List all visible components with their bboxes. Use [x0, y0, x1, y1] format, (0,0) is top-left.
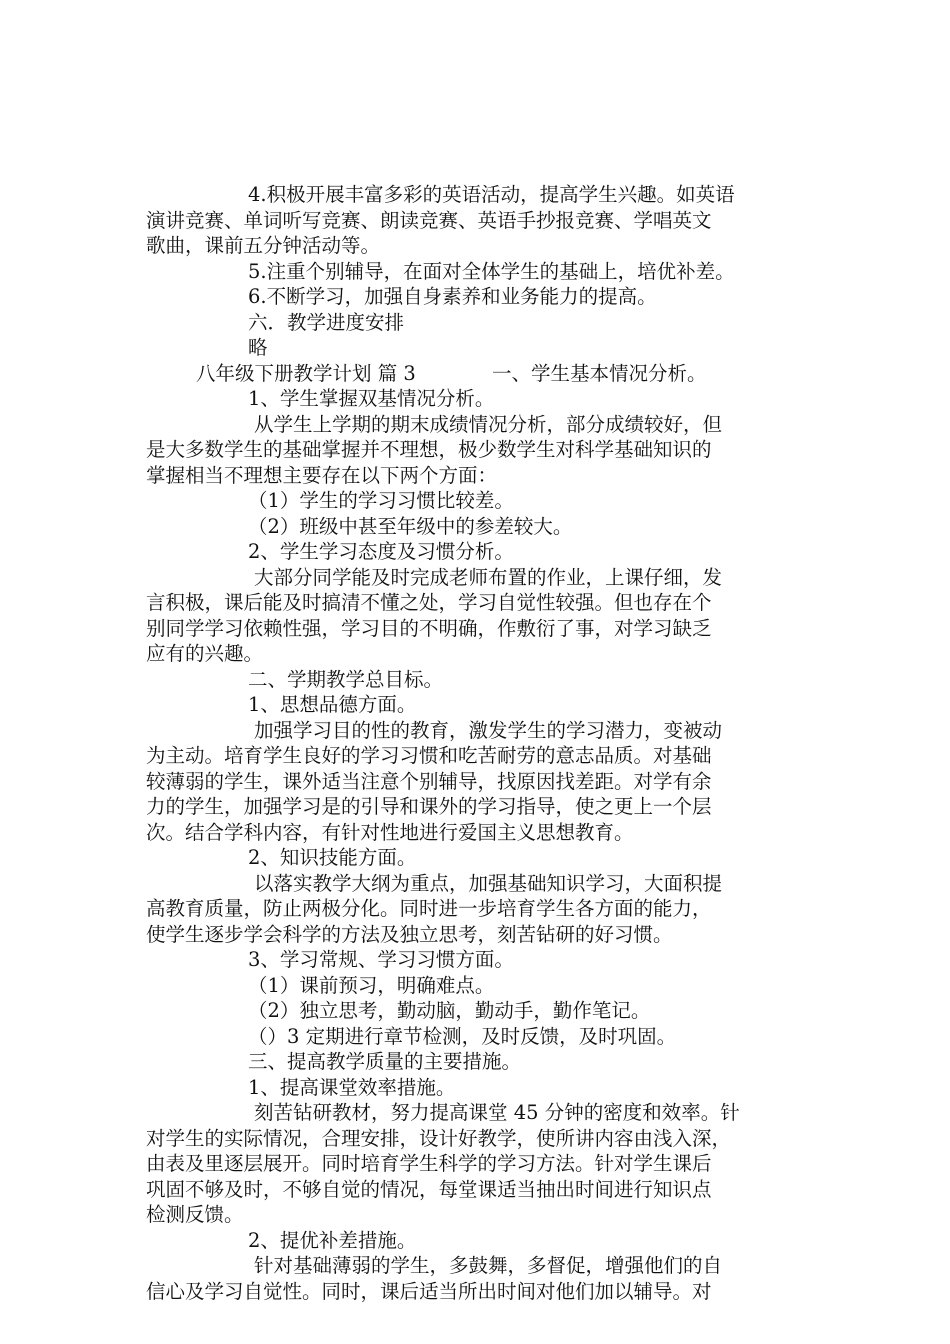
article-title-line — [146, 361, 810, 387]
text-line: 高教育质量，防止两极分化。同时进一步培育学生各方面的能力， — [146, 897, 712, 920]
text-line: 刻苦钻研教材，努力提高课堂 45 分钟的密度和效率。针 — [254, 1101, 740, 1124]
document-page — [146, 182, 810, 1304]
subsection-heading: 2、知识技能方面。 — [248, 846, 417, 869]
text-line: 大部分同学能及时完成老师布置的作业，上课仔细，发 — [254, 565, 723, 589]
subsection-heading: 2、学生学习态度及习惯分析。 — [248, 540, 514, 563]
text-line: 次。结合学科内容，有针对性地进行爱国主义思想教育。 — [146, 820, 634, 844]
subsection-heading: 3、学习常规、学习习惯方面。 — [248, 948, 514, 971]
section-heading: 六．教学进度安排 — [248, 310, 405, 334]
text-line: 歌曲，课前五分钟活动等。 — [146, 234, 381, 257]
text-line: 较薄弱的学生，课外适当注意个别辅导，找原因找差距。对学有余 — [146, 769, 712, 793]
subsection-heading: 2、提优补差措施。 — [248, 1228, 417, 1252]
list-item: （）3 定期进行章节检测，及时反馈，及时巩固。 — [248, 1024, 677, 1048]
text-line: 力的学生，加强学习是的引导和课外的学习指导，使之更上一个层 — [146, 795, 712, 818]
list-item: （1）学生的学习习惯比较差。 — [248, 489, 514, 512]
subsection-heading: 1、学生掌握双基情况分析。 — [248, 387, 495, 410]
text-line: 检测反馈。 — [146, 1203, 244, 1226]
section-heading: 一、学生基本情况分析。 — [492, 361, 707, 385]
list-item: （2）班级中甚至年级中的参差较大。 — [248, 514, 573, 538]
section-heading: 三、提高教学质量的主要措施。 — [248, 1050, 522, 1073]
text-line: 别同学学习依赖性强，学习目的不明确，作敷衍了事，对学习缺乏 — [146, 616, 712, 640]
text-line: 巩固不够及时，不够自觉的情况，每堂课适当抽出时间进行知识点 — [146, 1177, 712, 1201]
text-line: 略 — [248, 336, 268, 359]
list-item: （2）独立思考，勤动脑，勤动手，勤作笔记。 — [248, 999, 651, 1022]
list-item: （1）课前预习，明确难点。 — [248, 973, 495, 997]
text-line: 言积极，课后能及时搞清不懂之处，学习自觉性较强。但也存在个 — [146, 591, 712, 614]
text-line: 加强学习目的性的教育，激发学生的学习潜力，变被动 — [254, 718, 723, 742]
text-line: 5.注重个别辅导，在面对全体学生的基础上，培优补差。 — [248, 259, 735, 283]
text-line: 为主动。培育学生良好的学习习惯和吃苦耐劳的意志品质。对基础 — [146, 744, 712, 767]
text-line: 掌握相当不理想主要存在以下两个方面： — [146, 463, 498, 487]
text-line: 演讲竞赛、单词听写竞赛、朗读竞赛、英语手抄报竞赛、学唱英文 — [146, 208, 712, 232]
text-line: 是大多数学生的基础掌握并不理想，极少数学生对科学基础知识的 — [146, 438, 712, 461]
text-line: 应有的兴趣。 — [146, 642, 264, 665]
text-line: 4.积极开展丰富多彩的英语活动，提高学生兴趣。如英语 — [248, 183, 735, 206]
text-line: 由表及里逐层展开。同时培育学生科学的学习方法。针对学生课后 — [146, 1152, 712, 1175]
subsection-heading: 1、思想品德方面。 — [248, 693, 417, 716]
text-line: 对学生的实际情况，合理安排，设计好教学，使所讲内容由浅入深， — [146, 1126, 732, 1150]
text-line: 针对基础薄弱的学生，多鼓舞，多督促，增强他们的自 — [254, 1254, 723, 1277]
article-title: 八年级下册教学计划 篇 3 — [196, 361, 416, 385]
section-heading: 二、学期教学总目标。 — [248, 667, 444, 691]
text-line: 以落实教学大纲为重点，加强基础知识学习，大面积提 — [254, 871, 723, 895]
text-line: 从学生上学期的期末成绩情况分析，部分成绩较好，但 — [254, 412, 723, 436]
text-line: 信心及学习自觉性。同时，课后适当所出时间对他们加以辅导。对 — [146, 1279, 712, 1303]
text-line: 使学生逐步学会科学的方法及独立思考，刻苦钻研的好习惯。 — [146, 922, 673, 946]
text-line: 6.不断学习，加强自身素养和业务能力的提高。 — [248, 285, 657, 308]
subsection-heading: 1、提高课堂效率措施。 — [248, 1075, 456, 1099]
